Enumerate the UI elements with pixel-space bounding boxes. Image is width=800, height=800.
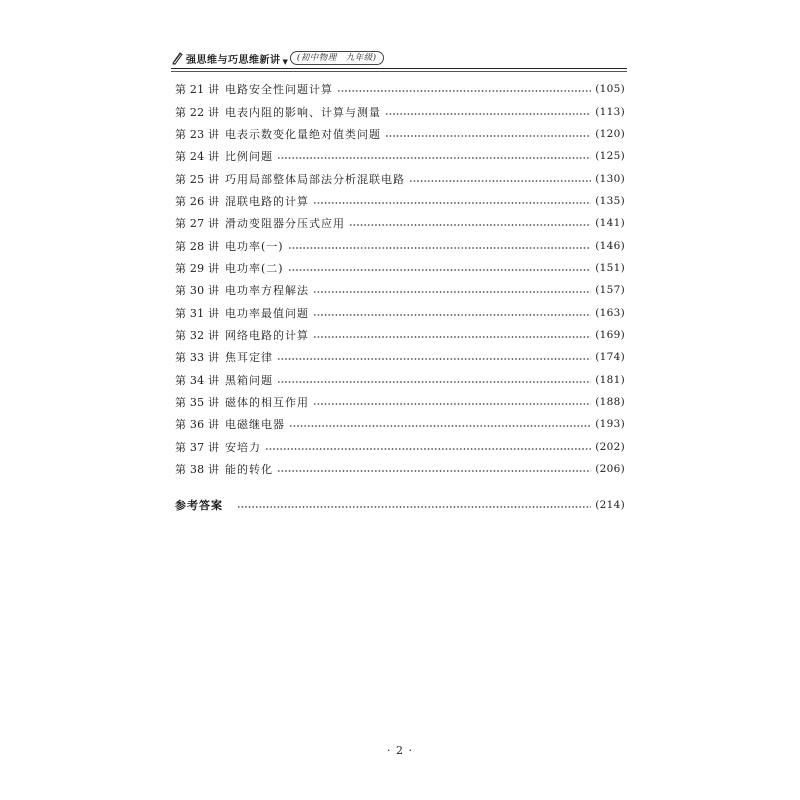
toc-leader-dots (385, 113, 591, 115)
toc-row[interactable] (175, 346, 625, 368)
toc-page-number: (135) (595, 194, 625, 207)
toc-page-number: (105) (595, 83, 625, 96)
toc-row[interactable] (175, 279, 625, 301)
toc-lecture-number: 第 26 讲 (175, 194, 220, 208)
toc-leader-dots (288, 269, 592, 271)
toc-lecture-title: 电表内阻的影响、计算与测量 (225, 105, 381, 119)
book-title: 强思维与巧思维新讲 (186, 54, 281, 66)
toc-leader-dots (337, 90, 591, 92)
toc-lecture-title: 安培力 (225, 440, 261, 454)
triangle-marker-icon: ▼ (282, 58, 288, 66)
toc-leader-dots (313, 291, 591, 293)
toc-lecture-title: 巧用局部整体局部法分析混联电路 (225, 172, 405, 186)
toc-page-number: (188) (595, 395, 625, 408)
toc-row[interactable] (175, 100, 625, 122)
toc-leader-dots (313, 403, 591, 405)
toc-page-number: (181) (595, 373, 625, 386)
toc-lecture-number: 第 28 讲 (175, 239, 220, 253)
toc-lecture-title: 电功率方程解法 (225, 284, 309, 298)
toc-leader-dots (237, 506, 591, 508)
toc-page-number: (151) (595, 261, 625, 274)
page-number: · 2 · (387, 744, 413, 757)
toc-answers-title: 参考答案 (175, 499, 223, 512)
toc-leader-dots (409, 180, 591, 182)
toc-lecture-title: 电表示数变化量绝对值类问题 (225, 127, 381, 141)
toc-page-number: (141) (595, 217, 625, 230)
toc-row[interactable] (175, 78, 625, 100)
toc-lecture-title: 电功率最值问题 (225, 306, 309, 320)
toc-lecture-title: 电磁继电器 (225, 418, 285, 432)
toc-leader-dots (385, 135, 591, 137)
toc-row[interactable] (175, 167, 625, 189)
toc-leader-dots (313, 314, 591, 316)
toc-row-answers[interactable] (175, 494, 625, 516)
toc-leader-dots (349, 224, 591, 226)
toc-lecture-number: 第 27 讲 (175, 217, 220, 231)
toc-row[interactable] (175, 190, 625, 212)
header-rule-thin (171, 71, 627, 72)
toc-leader-dots (265, 448, 591, 450)
toc-page-number: (157) (595, 284, 625, 297)
toc-page-number: (174) (595, 351, 625, 364)
toc-page-number: (113) (595, 105, 625, 118)
toc-lecture-number: 第 34 讲 (175, 373, 220, 387)
toc-row[interactable] (175, 368, 625, 390)
toc-lecture-number: 第 25 讲 (175, 172, 220, 186)
toc-answers-page: (214) (595, 499, 625, 511)
toc-row[interactable] (175, 145, 625, 167)
toc-lecture-title: 网络电路的计算 (225, 328, 309, 342)
running-header (171, 48, 384, 68)
toc-lecture-number: 第 35 讲 (175, 395, 220, 409)
toc-leader-dots (277, 470, 591, 472)
toc-lecture-title: 电功率(二) (225, 261, 284, 275)
toc-row[interactable] (175, 212, 625, 234)
toc-page-number: (125) (595, 150, 625, 163)
table-of-contents (175, 78, 625, 480)
toc-page-number: (202) (595, 440, 625, 453)
toc-lecture-title: 黑箱问题 (225, 373, 273, 387)
toc-row[interactable] (175, 324, 625, 346)
toc-lecture-number: 第 21 讲 (175, 83, 220, 97)
toc-lecture-number: 第 22 讲 (175, 105, 220, 119)
toc-lecture-title: 磁体的相互作用 (225, 395, 309, 409)
toc-lecture-number: 第 29 讲 (175, 261, 220, 275)
toc-leader-dots (289, 425, 591, 427)
toc-lecture-title: 能的转化 (225, 463, 273, 477)
book-subtitle: (初中物理 九年级) (290, 51, 384, 65)
toc-row[interactable] (175, 391, 625, 413)
toc-lecture-number: 第 23 讲 (175, 127, 220, 141)
toc-row[interactable] (175, 257, 625, 279)
toc-row[interactable] (175, 123, 625, 145)
toc-lecture-number: 第 31 讲 (175, 306, 220, 320)
toc-lecture-number: 第 30 讲 (175, 284, 220, 298)
toc-row[interactable] (175, 413, 625, 435)
toc-leader-dots (277, 381, 591, 383)
toc-leader-dots (313, 202, 591, 204)
toc-lecture-number: 第 32 讲 (175, 328, 220, 342)
toc-page-number: (193) (595, 418, 625, 431)
toc-lecture-title: 焦耳定律 (225, 351, 273, 365)
toc-leader-dots (277, 157, 591, 159)
toc-leader-dots (277, 358, 591, 360)
toc-row[interactable] (175, 301, 625, 323)
toc-page-number: (169) (595, 328, 625, 341)
toc-lecture-title: 电路安全性问题计算 (225, 83, 333, 97)
toc-lecture-number: 第 24 讲 (175, 150, 220, 164)
toc-page-number: (130) (595, 172, 625, 185)
toc-lecture-title: 混联电路的计算 (225, 194, 309, 208)
toc-page-number: (120) (595, 127, 625, 140)
header-rule (171, 68, 627, 69)
toc-lecture-number: 第 38 讲 (175, 463, 220, 477)
toc-row[interactable] (175, 436, 625, 458)
toc-page-number: (146) (595, 239, 625, 252)
pen-icon (171, 51, 183, 65)
toc-page-number: (163) (595, 306, 625, 319)
toc-lecture-title: 滑动变阻器分压式应用 (225, 217, 345, 231)
toc-leader-dots (288, 247, 592, 249)
toc-page-number: (206) (595, 463, 625, 476)
toc-leader-dots (313, 336, 591, 338)
toc-row[interactable] (175, 234, 625, 256)
toc-row[interactable] (175, 458, 625, 480)
toc-lecture-number: 第 36 讲 (175, 418, 220, 432)
toc-lecture-title: 电功率(一) (225, 239, 284, 253)
toc-lecture-number: 第 33 讲 (175, 351, 220, 365)
toc-lecture-title: 比例问题 (225, 150, 273, 164)
toc-lecture-number: 第 37 讲 (175, 440, 220, 454)
